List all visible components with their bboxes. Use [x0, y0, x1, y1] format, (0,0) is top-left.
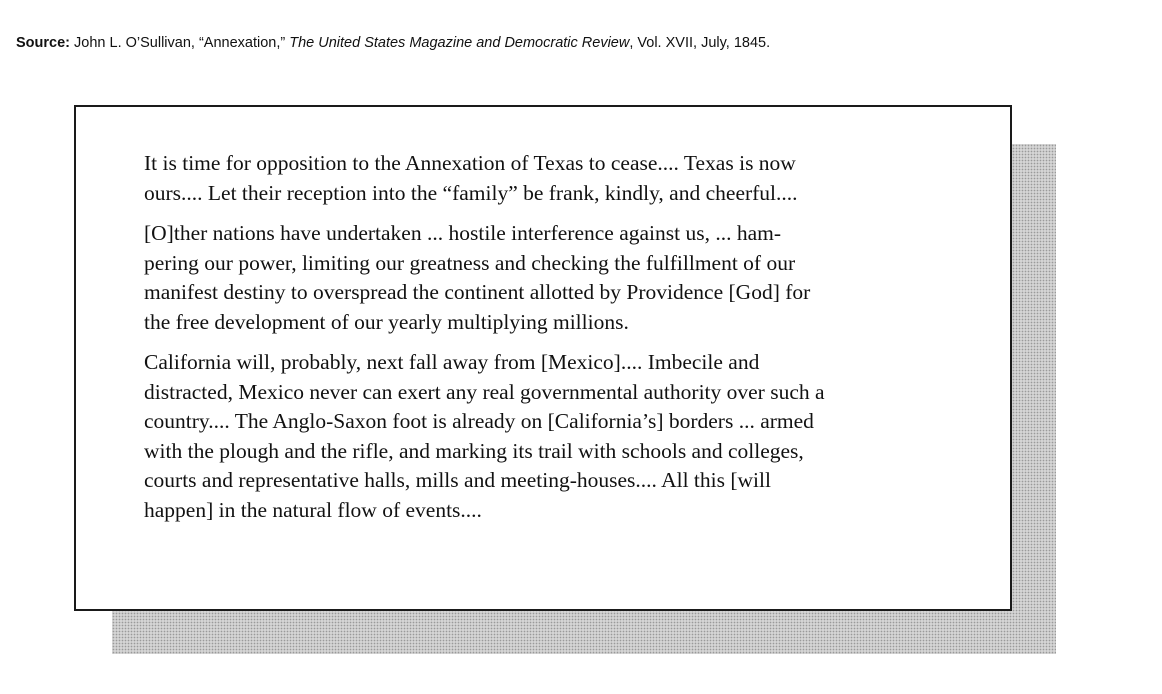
source-details: , Vol. XVII, July, 1845. — [629, 35, 771, 51]
text-line: It is time for opposition to the Annexation of Texas to cease.... Texas is now — [144, 151, 796, 175]
text-line: the free development of our yearly multiplying millions. — [144, 309, 629, 334]
text-line: country.... The Anglo-Saxon foot is already on [California’s] borders ... armed — [144, 409, 814, 433]
excerpt-paragraph-2 — [104, 219, 984, 337]
excerpt-paragraph-3 — [104, 348, 984, 525]
source-label: Source: — [16, 35, 70, 51]
text-line: distracted, Mexico never can exert any real governmental authority over such a — [144, 379, 825, 404]
excerpt-text — [104, 149, 984, 536]
text-line: courts and representative halls, mills and meeting-houses.... All this [will — [144, 468, 771, 492]
excerpt-box — [74, 105, 1012, 611]
text-line: ours.... Let their reception into the “family” be frank, kindly, and cheerful.... — [144, 180, 798, 205]
text-line: California will, probably, next fall away from [Mexico].... Imbecile and — [144, 350, 760, 374]
text-line: pering our power, limiting our greatness and checking the fulfillment of our — [144, 250, 796, 275]
source-author-title: John L. O’Sullivan, “Annexation,” — [70, 35, 290, 51]
text-line: with the plough and the rifle, and marking its trail with schools and colleges, — [144, 438, 804, 463]
source-citation — [16, 35, 1146, 51]
text-line: [O]ther nations have undertaken ... hostile interference against us, ... ham- — [144, 221, 782, 245]
text-line: manifest destiny to overspread the continent allotted by Providence [God] for — [144, 280, 811, 304]
text-line: happen] in the natural flow of events.... — [144, 497, 482, 522]
excerpt-paragraph-1 — [104, 149, 984, 208]
source-publication: The United States Magazine and Democratic Review — [289, 35, 630, 51]
